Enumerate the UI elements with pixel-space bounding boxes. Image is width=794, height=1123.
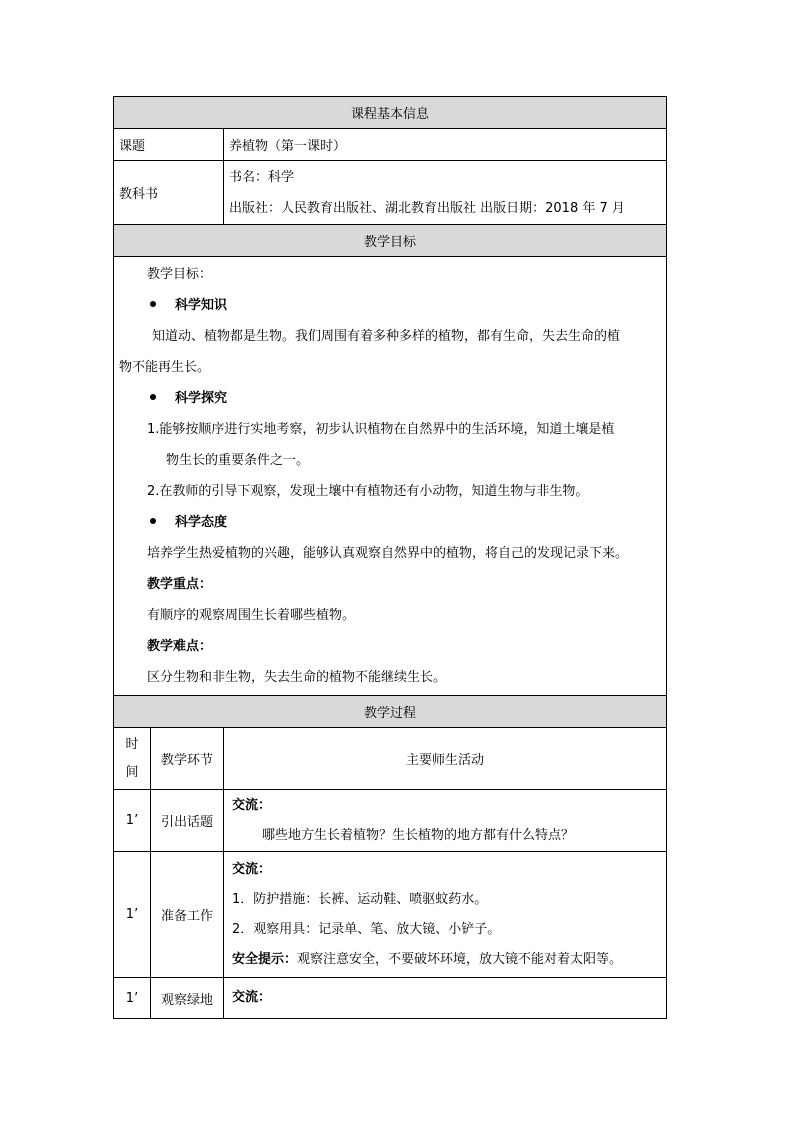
inquiry-heading <box>114 383 666 414</box>
row-activity <box>224 852 667 978</box>
safety-tip-label: 安全提示： <box>232 951 298 967</box>
inquiry-item-1: 1.能够按顺序进行实地考察，初步认识植物在自然界中的生活环境，知道土壤是植 <box>147 422 615 437</box>
inquiry-title: 科学探究 <box>175 391 228 406</box>
activity-title: 交流： <box>232 861 272 877</box>
time-header-char-1: 时 <box>125 736 139 752</box>
book-name: 书名：科学 <box>229 169 295 185</box>
activity-column-header: 主要师生活动 <box>224 728 667 790</box>
section-header-basic-info: 课程基本信息 <box>114 97 667 129</box>
activity-line: 哪些地方生长着植物？生长植物的地方都有什么特点？ <box>262 827 575 843</box>
bullet-icon <box>150 394 156 400</box>
knowledge-text-line-2: 物不能再生长。 <box>119 360 211 375</box>
bullet-icon <box>150 301 156 307</box>
lesson-plan-document <box>113 96 666 1019</box>
time-column-header <box>114 728 151 790</box>
activity-title: 交流： <box>232 990 272 1005</box>
safety-tip <box>232 945 666 975</box>
course-info-table <box>113 96 667 1019</box>
activity-line: 1．防护措施：长裤、运动鞋、喷驱蚊药水。 <box>232 891 488 907</box>
activity-title: 交流： <box>232 797 272 813</box>
topic-label: 课题 <box>114 129 224 161</box>
goals-intro: 教学目标： <box>147 267 213 282</box>
attitude-title: 科学态度 <box>175 515 228 530</box>
section-header-process: 教学过程 <box>114 696 667 728</box>
stage-column-header: 教学环节 <box>151 728 224 790</box>
safety-tip-text: 观察注意安全，不要破坏环境，放大镜不能对着太阳等。 <box>297 951 623 967</box>
row-stage: 准备工作 <box>151 852 224 978</box>
inquiry-item-2: 2.在教师的引导下观察，发现土壤中有植物还有小动物，知道生物与非生物。 <box>147 484 589 499</box>
activity-line: 2．观察用具：记录单、笔、放大镜、小铲子。 <box>232 921 501 937</box>
goals-content <box>114 257 667 696</box>
row-time: 1’ <box>114 790 151 852</box>
row-activity <box>224 978 667 1019</box>
row-time: 1’ <box>114 852 151 978</box>
attitude-heading <box>114 507 666 538</box>
row-activity <box>224 790 667 852</box>
knowledge-title: 科学知识 <box>175 298 228 313</box>
section-header-goals: 教学目标 <box>114 225 667 257</box>
time-header-char-2: 间 <box>125 764 139 780</box>
row-time: 1’ <box>114 978 151 1019</box>
difficult-points-text: 区分生物和非生物，失去生命的植物不能继续生长。 <box>147 670 447 685</box>
knowledge-heading <box>114 290 666 321</box>
textbook-label: 教科书 <box>114 161 224 225</box>
key-points-text: 有顺序的观察周围生长着哪些植物。 <box>147 608 356 623</box>
key-points-title: 教学重点： <box>147 577 213 592</box>
difficult-points-title: 教学难点： <box>147 639 213 654</box>
row-stage: 引出话题 <box>151 790 224 852</box>
topic-value: 养植物（第一课时） <box>224 129 667 161</box>
row-stage: 观察绿地 <box>151 978 224 1019</box>
publisher-info: 出版社：人民教育出版社、湖北教育出版社 出版日期：2018 年 7 月 <box>229 200 625 216</box>
knowledge-text-line-1: 知道动、植物都是生物。我们周围有着多种多样的植物，都有生命，失去生命的植 <box>152 329 621 344</box>
bullet-icon <box>150 518 156 524</box>
textbook-info <box>224 161 667 225</box>
attitude-text: 培养学生热爱植物的兴趣，能够认真观察自然界中的植物，将自己的发现记录下来。 <box>147 546 629 561</box>
inquiry-item-1-cont: 物生长的重要条件之一。 <box>166 453 310 468</box>
